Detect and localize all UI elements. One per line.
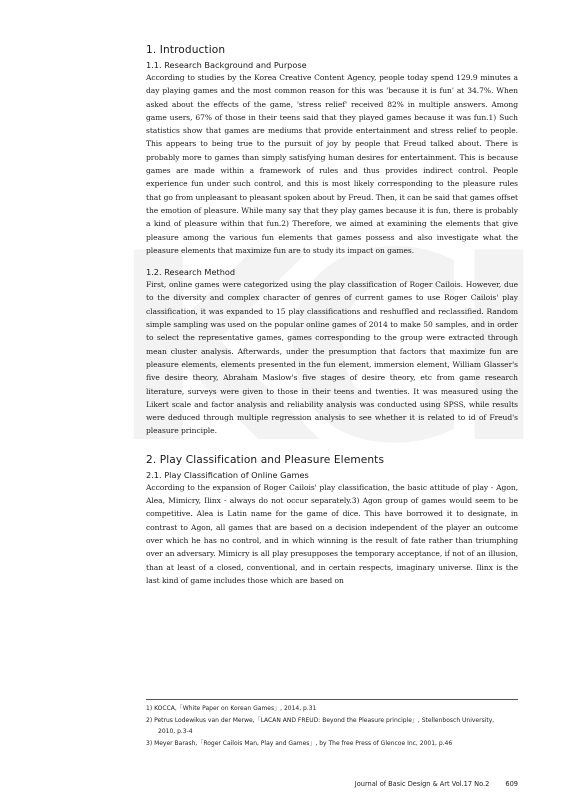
- subsection-2-1-title: 2.1. Play Classification of Online Games: [146, 469, 309, 480]
- subsection-1-1-text: According to studies by the Korea Creative Content Agency, people today spend 129.9 minutes a day playing games and the most common reason for this was 'because it is fun' at 34.7%. When asked about the effects of the game, 'stress relief' received 82% in multiple answers. Among game users, 67% of those in their teens said that they played games because it was fun.1) Such statistics show that games are mediums that provide entertainment and stress relief to people. This appears to being true to the pursuit of joy by people that Freud talked about. There is probably more to games than simply satisfying human desires for entertainment. This is because games are made within a framework of rules and thus provides indirect control. People experience fun under such control, and this is most likely corresponding to the pleasure rules that go from unpleasant to pleasant spoken about by Freud. Then, it can be said that games offset the emotion of pleasure. While many say that they play games because it is fun, there is probably a kind of pleasure within that fun.2) Therefore, we aimed at examining the elements that give pleasure among the various fun elements that games possess and also investigate what the pleasure elements that maximize fun are to study its impact on games.: [146, 73, 518, 255]
- subsection-2-1-text: According to the expansion of Roger Cailois' play classification, the basic attitude of play - Agon, Alea, Mimicry, Ilinx - always do not occur separately.3) Agon group of games would seem to be competitive. Alea is Latin name for the game of dice. This have borrowed it to designate, in contrast to Agon, all games that are based on a decision independent of the player an outcome over which he has no control, and in which winning is the result of fate rather than triumphing over an adversary. Mimicry is all play presupposes the temporary acceptance, if not of an illusion, than at least of a closed, conventional, and in certain respects, imaginary universe. Ilinx is the last kind of game includes those which are based on: [146, 482, 518, 585]
- section-1-title: 1. Introduction: [146, 44, 226, 56]
- footnote-2: 2) Petrus Lodewikus van der Merwe,「LACAN AND FREUD: Beyond the Pleasure principle」, Stellenbosch University,: [146, 716, 495, 724]
- subsection-1-2-title: 1.2. Research Method: [146, 267, 236, 278]
- footnote-2-continued: 2010, p.3-4: [158, 728, 193, 735]
- journal-name: Journal of Basic Design & Art Vol.17 No.2: [354, 780, 490, 788]
- page-number: 609: [505, 780, 518, 788]
- subsection-1-2-text: First, online games were categorized using the play classification of Roger Cailois. However, due to the diversity and complex character of genres of current games to use Roger Cailois' play classification, it was expanded to 15 play classifications and reshuffled and reclassified. Random simple sampling was used on the popular online games of 2014 to make 50 samples, and in order to select the representative games, games corresponding to the group were extracted through mean cluster analysis. Afterwards, under the presumption that factors that maximize fun are pleasure elements, elements presented in the fun element, immersion element, William Glasser's five desire theory, Abraham Maslow's five stages of desire theory, etc from game research literature, surveys were given to those in their teens and twenties. It was measured using the Likert scale and factor analysis and reliability analysis was conducted using SPSS, while results were deduced through multiple regression analysis to see whether it is related to id of Freud's pleasure principle.: [146, 280, 518, 436]
- footnote-1: 1) KOCCA,「White Paper on Korean Games」, 2014, p.31: [146, 705, 317, 712]
- subsection-1-1-title: 1.1. Research Background and Purpose: [146, 60, 307, 70]
- footnotes: [146, 703, 518, 749]
- journal-footer: [355, 780, 518, 788]
- article-body: [146, 44, 518, 587]
- section-2-title: 2. Play Classification and Pleasure Elements: [146, 453, 385, 466]
- footnote-divider: [146, 699, 518, 700]
- footnote-3: 3) Meyer Barash,「Roger Cailois Man, Play and Games」, by The free Press of Glencoe Inc, 2001, p.46: [146, 739, 453, 747]
